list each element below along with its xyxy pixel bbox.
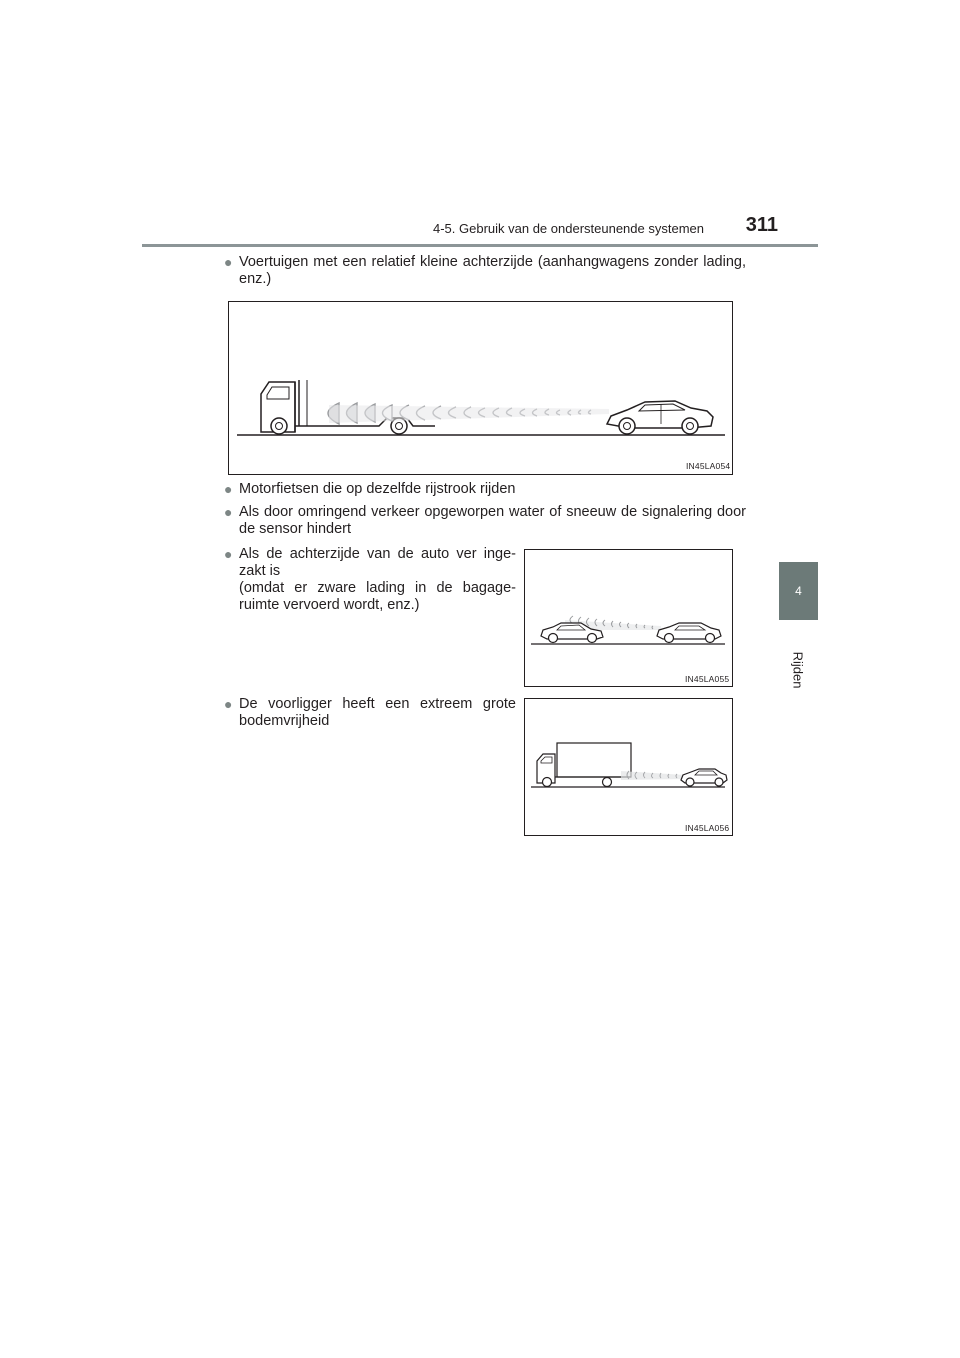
figure-code: IN45LA054 — [686, 461, 731, 471]
bullet-text: Als door omringend verkeer opgeworpen water of sneeuw de signalering door de sensor hindert — [239, 504, 746, 537]
bullet-dot-icon: ● — [224, 481, 233, 497]
figure-code: IN45LA056 — [685, 823, 730, 833]
chapter-number: 4 — [795, 584, 802, 598]
page-number: 311 — [745, 214, 778, 236]
bullet-text: Motorfietsen die op dezelfde rijstrook rijden — [239, 481, 516, 497]
header-rule — [142, 244, 818, 247]
bullet-dot-icon: ● — [224, 504, 233, 520]
bullet-dot-icon: ● — [224, 546, 233, 562]
chapter-tab-label — [779, 622, 818, 718]
illustration-high-truck-car — [525, 699, 732, 835]
bullet-text: Voertuigen met een relatief kleine achterzijde (aanhangwagens zonder lading, enz.) — [239, 254, 746, 287]
bullet-dot-icon: ● — [224, 696, 233, 712]
illustration-trailer-car — [229, 302, 732, 474]
bullet-line: (omdat er zware lading in de bagage- — [239, 580, 516, 596]
chapter-label: Rijden — [790, 651, 806, 689]
figure-trailer — [228, 301, 733, 475]
bullet-dot-icon: ● — [224, 254, 233, 270]
bullet-line: Als de achterzijde van de auto ver inge- — [239, 546, 516, 562]
chapter-tab-number — [779, 562, 818, 620]
bullet-line: ruimte vervoerd wordt, enz.) — [239, 597, 420, 613]
figure-high-clearance — [524, 698, 733, 836]
bullet-text: De voorligger heeft een extreem grote bodemvrijheid — [239, 696, 516, 729]
bullet-item — [224, 254, 746, 288]
bullet-item — [224, 481, 746, 498]
bullet-item — [224, 696, 516, 730]
running-header-section: 4-5. Gebruik van de ondersteunende systemen — [432, 221, 704, 236]
figure-code: IN45LA055 — [685, 674, 730, 684]
bullet-line: zakt is — [239, 563, 281, 579]
bullet-item — [224, 546, 516, 614]
illustration-low-rear-car — [525, 550, 732, 686]
bullet-item — [224, 504, 746, 538]
figure-low-rear — [524, 549, 733, 687]
